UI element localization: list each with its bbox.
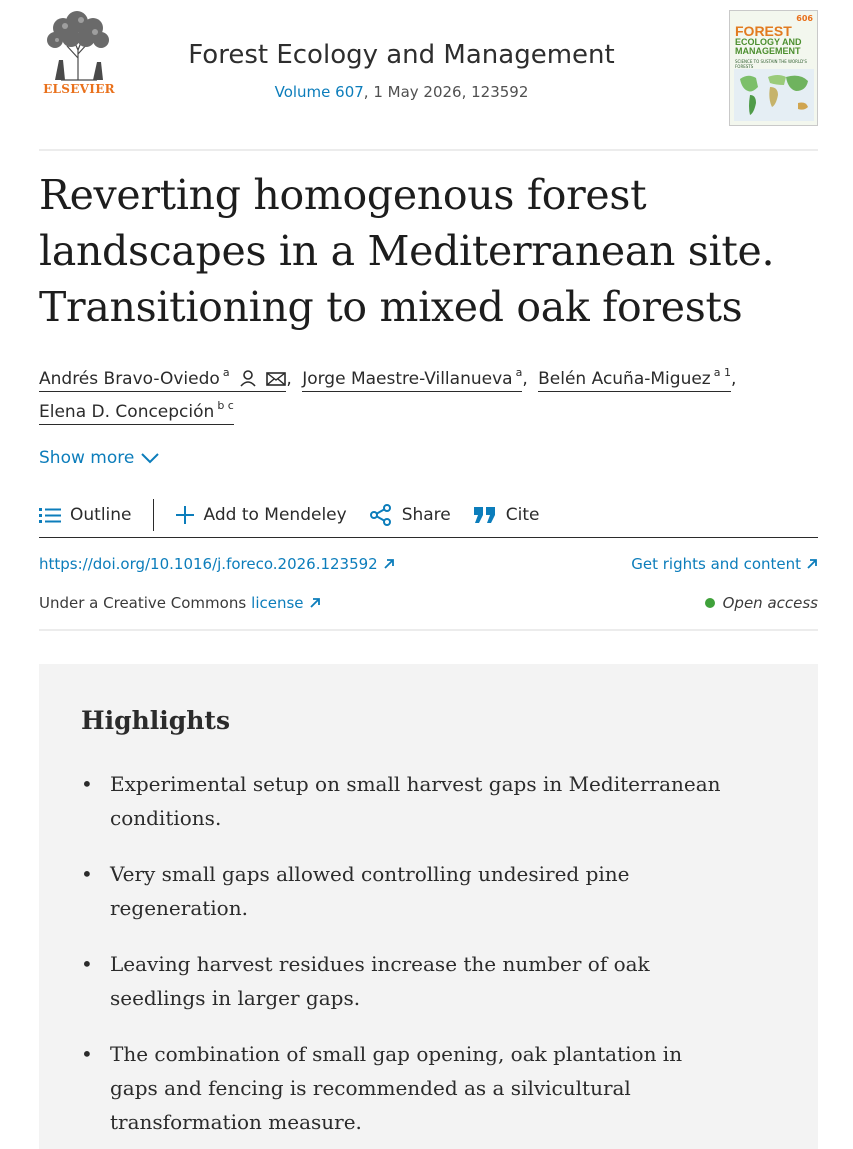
section-divider (39, 629, 818, 631)
highlights-box (39, 664, 818, 1149)
cite-label: Cite (505, 504, 540, 525)
highlights-heading: Highlights (81, 706, 231, 735)
open-access-label: Open access (722, 594, 818, 612)
email-icon (266, 371, 286, 387)
rights-text: Get rights and content (631, 555, 801, 573)
highlights-list (81, 767, 721, 1149)
open-access-badge (705, 594, 818, 612)
show-more-button[interactable] (39, 448, 160, 468)
cover-title-2: ECOLOGY AND MANAGEMENT (735, 37, 802, 56)
outline-label: Outline (70, 504, 132, 525)
add-to-mendeley-button[interactable] (175, 505, 347, 525)
affiliation-marker: a 1 (713, 366, 731, 379)
header-divider (39, 149, 818, 151)
elsevier-wordmark: ELSEVIER (43, 82, 115, 96)
toolbar-divider (153, 499, 154, 531)
highlight-item: • Experimental setup on small harvest gaps in Mediterranean conditions. (81, 772, 721, 830)
highlight-item: • Very small gaps allowed controlling undesired pine regeneration. (81, 862, 630, 920)
author-link[interactable] (538, 362, 731, 392)
cite-button[interactable] (473, 505, 540, 525)
highlight-text: Very small gaps allowed controlling undesired pine regeneration. (110, 862, 630, 920)
share-icon (369, 503, 393, 527)
affiliation-marker: b c (217, 399, 234, 412)
open-access-dot (705, 598, 715, 608)
cc-prefix: Under a Creative Commons (39, 594, 247, 612)
volume-link[interactable]: Volume 607 (274, 83, 364, 101)
cover-issue-number: 606 (796, 14, 813, 23)
author-link[interactable] (302, 362, 522, 392)
external-link-icon (309, 597, 321, 609)
doi-text: https://doi.org/10.1016/j.foreco.2026.123592 (39, 555, 378, 573)
author-link[interactable] (39, 362, 286, 392)
author-link[interactable] (39, 395, 234, 425)
doi-row (39, 555, 818, 573)
doi-link[interactable] (39, 555, 395, 573)
affiliation-marker: a (222, 366, 230, 379)
journal-title[interactable]: Forest Ecology and Management (188, 40, 615, 70)
chevron-down-icon (140, 452, 160, 464)
highlight-text: Experimental setup on small harvest gaps in Mediterranean conditions. (110, 772, 721, 830)
author-name: Andrés Bravo-Oviedo (39, 369, 220, 389)
mendeley-label: Add to Mendeley (203, 504, 347, 525)
author-name: Jorge Maestre-Villanueva (302, 369, 513, 389)
author-list: Andrés Bravo-Oviedo $^a$ , Jorge Maestre-Villanueva $^a$, Belén Acuña-Miguez $^{a 1}$, Elena D. Concepción $^{b c}$ (39, 362, 818, 428)
highlight-item: • The combination of small gap opening, oak plantation in gaps and fencing is recommended as a silvicultural transformation measure. (81, 1042, 683, 1134)
cover-subtitle: SCIENCE TO SUSTAIN THE WORLD'S FORESTS (735, 59, 807, 69)
license-info (39, 594, 321, 612)
list-icon (39, 506, 61, 524)
author-name: Elena D. Concepción (39, 402, 215, 422)
affiliation-marker: a (515, 366, 523, 379)
journal-issue-info (159, 83, 644, 101)
plus-icon (175, 505, 195, 525)
issue-date: , 1 May 2026, 123592 (363, 83, 529, 101)
external-link-icon (806, 558, 818, 570)
share-button[interactable] (369, 503, 451, 527)
journal-cover-image[interactable] (729, 10, 818, 126)
external-link-icon (383, 558, 395, 570)
highlight-text: Leaving harvest residues increase the number of oak seedlings in larger gaps. (110, 952, 650, 1010)
rights-link[interactable] (631, 555, 818, 573)
license-row (39, 594, 818, 612)
cover-world-map (734, 69, 814, 121)
author-name: Belén Acuña-Miguez (538, 369, 711, 389)
person-icon (239, 369, 257, 387)
license-link[interactable]: license (251, 594, 304, 612)
journal-header (39, 10, 818, 130)
article-title: Reverting homogenous forest landscapes in a Mediterranean site. Transitioning to mixed oak forests (39, 171, 775, 331)
elsevier-logo[interactable] (39, 10, 119, 100)
highlight-text: The combination of small gap opening, oak plantation in gaps and fencing is recommended as a silvicultural transformation measure. (110, 1042, 683, 1134)
outline-button[interactable] (39, 505, 132, 525)
share-label: Share (401, 504, 451, 525)
cover-title-1: FOREST (735, 23, 792, 39)
highlight-item: • Leaving harvest residues increase the number of oak seedlings in larger gaps. (81, 952, 650, 1010)
quote-icon (473, 506, 497, 524)
show-more-label: Show more (39, 448, 135, 468)
article-toolbar (39, 492, 818, 538)
elsevier-tree-icon (41, 10, 115, 82)
